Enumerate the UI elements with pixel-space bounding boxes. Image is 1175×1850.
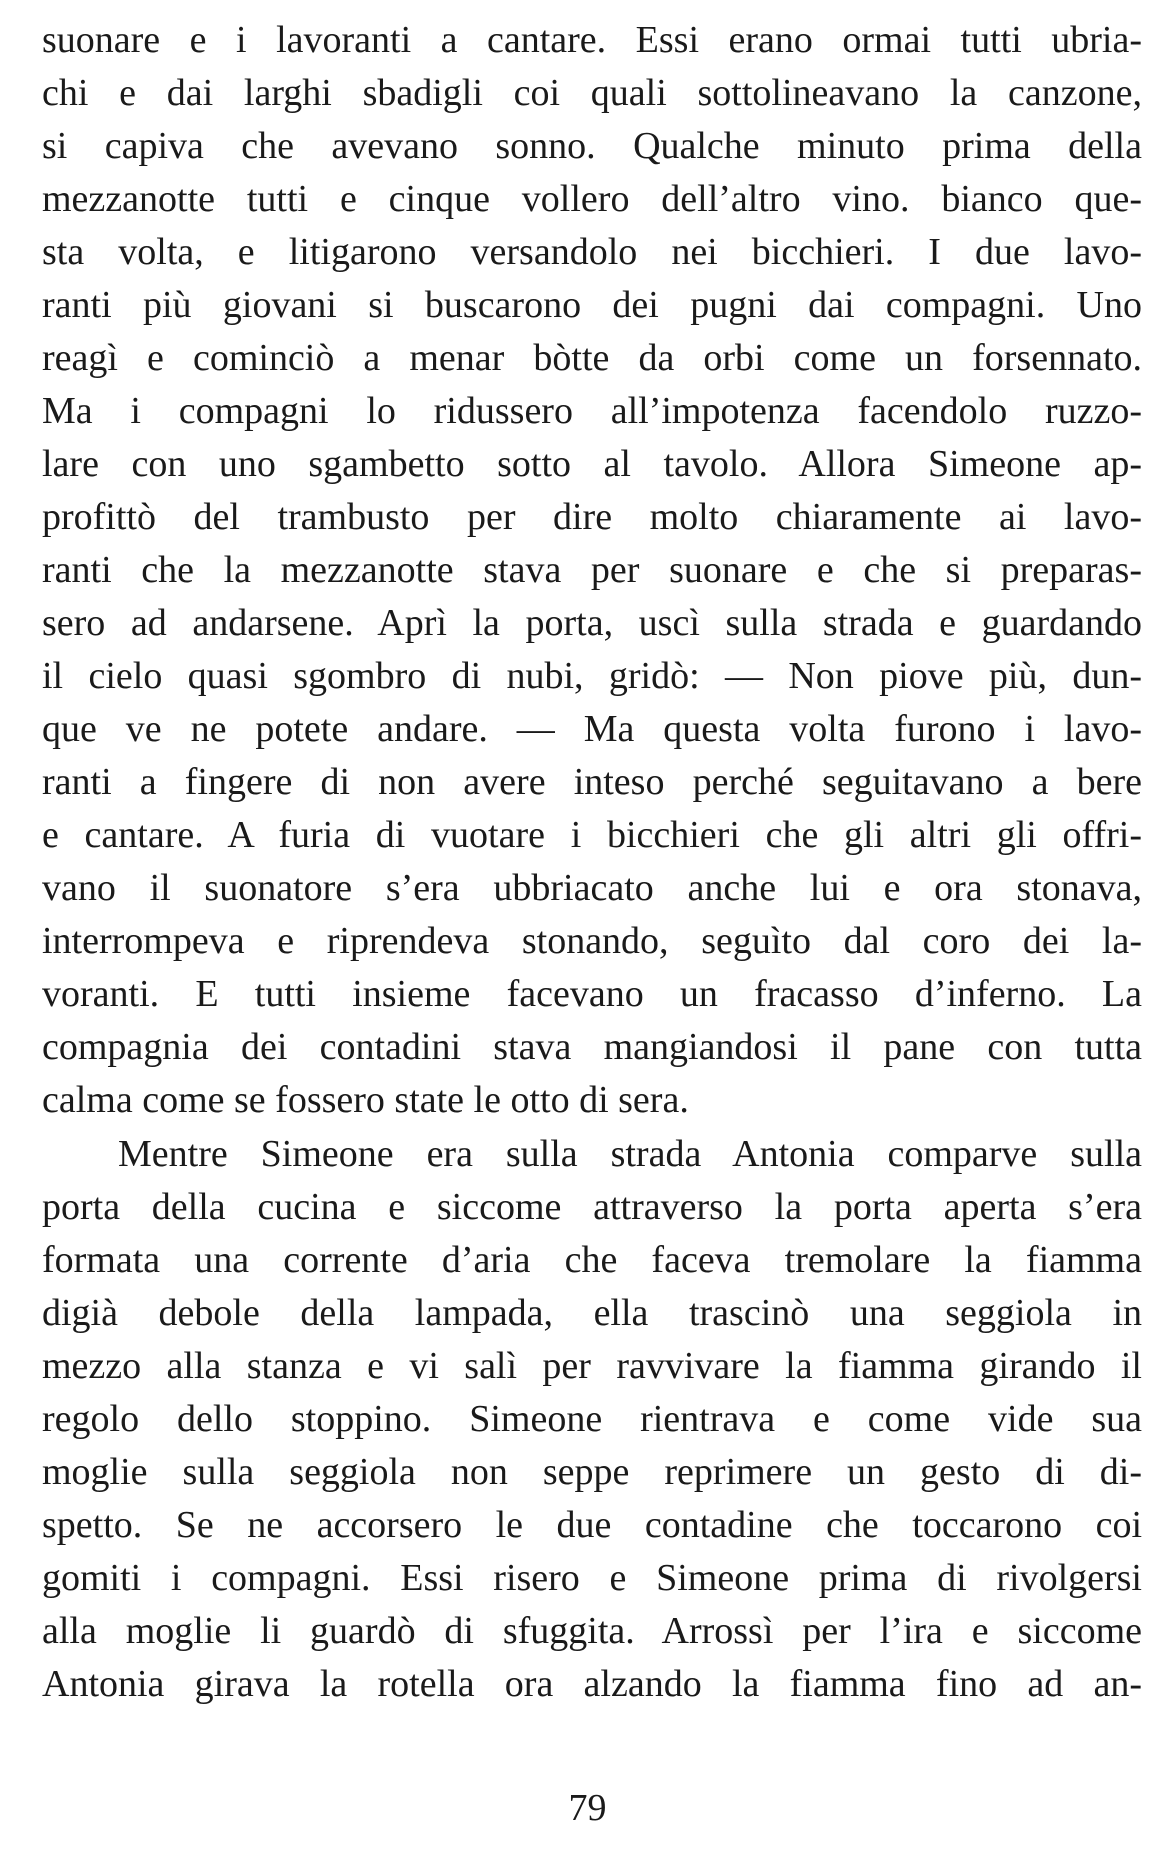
text-line: profittò del trambusto per dire molto chiaramente ai lavo-: [42, 496, 1142, 538]
text-line: formata una corrente d’aria che faceva tremolare la fiamma: [42, 1239, 1142, 1281]
text-line: ranti più giovani si buscarono dei pugni dai compagni. Uno: [42, 284, 1142, 326]
text-line: Ma i compagni lo ridussero all’impotenza facendolo ruzzo-: [42, 390, 1142, 432]
text-line: sero ad andarsene. Aprì la porta, uscì sulla strada e guardando: [42, 602, 1142, 644]
text-line: Mentre Simeone era sulla strada Antonia comparve sulla: [118, 1133, 1142, 1175]
text-line: voranti. E tutti insieme facevano un fracasso d’inferno. La: [42, 973, 1142, 1015]
text-line: alla moglie li guardò di sfuggita. Arrossì per l’ira e siccome: [42, 1610, 1142, 1652]
paragraph-1: [42, 14, 1142, 1127]
text-line: chi e dai larghi sbadigli coi quali sottolineavano la canzone,: [42, 72, 1142, 114]
text-line: il cielo quasi sgombro di nubi, gridò: — Non piove più, dun-: [42, 655, 1142, 697]
page-number: 79: [568, 1787, 607, 1829]
text-line: calma come se fossero state le otto di sera.: [42, 1079, 689, 1121]
text-line: reagì e cominciò a menar bòtte da orbi come un forsennato.: [42, 337, 1142, 379]
text-line: gomiti i compagni. Essi risero e Simeone prima di rivolgersi: [42, 1557, 1142, 1599]
text-line: ranti che la mezzanotte stava per suonare e che si preparas-: [42, 549, 1142, 591]
text-line: suonare e i lavoranti a cantare. Essi erano ormai tutti ubria-: [42, 19, 1142, 61]
text-line: lare con uno sgambetto sotto al tavolo. Allora Simeone ap-: [42, 443, 1142, 485]
text-line: compagnia dei contadini stava mangiandosi il pane con tutta: [42, 1026, 1142, 1068]
text-line: sta volta, e litigarono versandolo nei bicchieri. I due lavo-: [42, 231, 1142, 273]
text-line: que ve ne potete andare. — Ma questa volta furono i lavo-: [42, 708, 1142, 750]
text-line: vano il suonatore s’era ubbriacato anche lui e ora stonava,: [42, 867, 1142, 909]
text-line: porta della cucina e siccome attraverso la porta aperta s’era: [42, 1186, 1142, 1228]
text-line: interrompeva e riprendeva stonando, seguìto dal coro dei la-: [42, 920, 1142, 962]
paragraph-2: [42, 1128, 1142, 1711]
text-line: si capiva che avevano sonno. Qualche minuto prima della: [42, 125, 1142, 167]
text-line: spetto. Se ne accorsero le due contadine che toccarono coi: [42, 1504, 1142, 1546]
text-line: ranti a fingere di non avere inteso perché seguitavano a bere: [42, 761, 1142, 803]
text-line: mezzanotte tutti e cinque vollero dell’altro vino. bianco que-: [42, 178, 1142, 220]
text-line: mezzo alla stanza e vi salì per ravvivare la fiamma girando il: [42, 1345, 1142, 1387]
text-line: digià debole della lampada, ella trascinò una seggiola in: [42, 1292, 1142, 1334]
text-line: moglie sulla seggiola non seppe reprimere un gesto di di-: [42, 1451, 1142, 1493]
text-line: Antonia girava la rotella ora alzando la fiamma fino ad an-: [42, 1663, 1142, 1705]
text-line: e cantare. A furia di vuotare i bicchieri che gli altri gli offri-: [42, 814, 1142, 856]
text-line: regolo dello stoppino. Simeone rientrava e come vide sua: [42, 1398, 1142, 1440]
